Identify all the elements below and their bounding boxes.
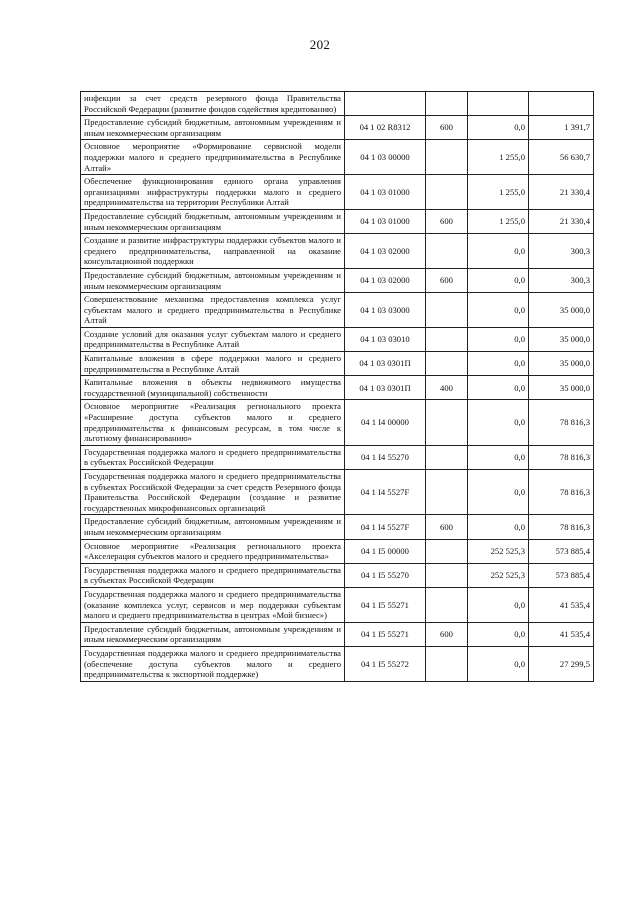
row-expense-type bbox=[426, 175, 468, 210]
row-name: Предоставление субсидий бюджетным, автономным учреждениям и иным некоммерческим организациям bbox=[81, 515, 345, 539]
row-code: 04 1 03 0301П bbox=[345, 376, 426, 400]
row-name: Государственная поддержка малого и среднего предпринимательства (обеспечение доступа субъектов малого и среднего предпринимательства к экспортной поддержке) bbox=[81, 646, 345, 681]
row-code: 04 1 I4 5527F bbox=[345, 515, 426, 539]
row-amount-1: 252 525,3 bbox=[468, 539, 529, 563]
table-row bbox=[81, 352, 594, 376]
row-name: Основное мероприятие «Формирование сервисной модели поддержки малого и среднего предпринимательства в Республике Алтай» bbox=[81, 140, 345, 175]
row-expense-type: 600 bbox=[426, 515, 468, 539]
row-expense-type: 600 bbox=[426, 209, 468, 233]
row-amount-2: 41 535,4 bbox=[529, 587, 594, 622]
table-row bbox=[81, 327, 594, 351]
page-number: 202 bbox=[309, 37, 331, 52]
row-amount-1: 1 255,0 bbox=[468, 140, 529, 175]
row-expense-type bbox=[426, 539, 468, 563]
row-code: 04 1 03 03000 bbox=[345, 293, 426, 328]
row-name: Государственная поддержка малого и среднего предпринимательства в субъектах Российской Федерации за счет средств Резервного фонда Правительства Российской Федерации (создание и развитие государственных микрофинансовых организаций bbox=[81, 470, 345, 515]
row-name: Предоставление субсидий бюджетным, автономным учреждениям и иным некоммерческим организациям bbox=[81, 622, 345, 646]
row-amount-2: 300,3 bbox=[529, 268, 594, 292]
row-name: Обеспечение функционирования единого органа управления организациями инфраструктуры поддержки малого и среднего предпринимательства на территории Республики Алтай bbox=[81, 175, 345, 210]
row-expense-type: 600 bbox=[426, 116, 468, 140]
row-code: 04 1 I4 00000 bbox=[345, 400, 426, 445]
table-row bbox=[81, 116, 594, 140]
row-amount-1: 0,0 bbox=[468, 376, 529, 400]
row-name: Создание условий для оказания услуг субъектам малого и среднего предпринимательства в Республике Алтай bbox=[81, 327, 345, 351]
table-row bbox=[81, 539, 594, 563]
row-name: Капитальные вложения в объекты недвижимого имущества государственной (муниципальной) собственности bbox=[81, 376, 345, 400]
row-code: 04 1 03 01000 bbox=[345, 209, 426, 233]
table-row bbox=[81, 400, 594, 445]
row-amount-1: 0,0 bbox=[468, 268, 529, 292]
row-expense-type bbox=[426, 646, 468, 681]
row-name: Капитальные вложения в сфере поддержки малого и среднего предпринимательства в Республике Алтай bbox=[81, 352, 345, 376]
row-code: 04 1 02 R8312 bbox=[345, 116, 426, 140]
row-expense-type bbox=[426, 234, 468, 269]
budget-table bbox=[80, 91, 594, 682]
row-expense-type bbox=[426, 92, 468, 116]
row-amount-1: 1 255,0 bbox=[468, 175, 529, 210]
table-row bbox=[81, 140, 594, 175]
row-code bbox=[345, 92, 426, 116]
row-amount-2: 78 816,3 bbox=[529, 400, 594, 445]
row-amount-1: 0,0 bbox=[468, 515, 529, 539]
budget-table-body bbox=[81, 92, 594, 682]
row-expense-type bbox=[426, 293, 468, 328]
row-expense-type: 600 bbox=[426, 268, 468, 292]
row-amount-2: 35 000,0 bbox=[529, 327, 594, 351]
row-amount-2: 1 391,7 bbox=[529, 116, 594, 140]
row-amount-2 bbox=[529, 92, 594, 116]
row-expense-type bbox=[426, 352, 468, 376]
row-expense-type bbox=[426, 563, 468, 587]
row-expense-type bbox=[426, 587, 468, 622]
row-code: 04 1 I4 5527F bbox=[345, 470, 426, 515]
row-name: Предоставление субсидий бюджетным, автономным учреждениям и иным некоммерческим организациям bbox=[81, 268, 345, 292]
row-name: Предоставление субсидий бюджетным, автономным учреждениям и иным некоммерческим организациям bbox=[81, 116, 345, 140]
row-amount-1: 0,0 bbox=[468, 400, 529, 445]
table-row bbox=[81, 470, 594, 515]
row-name: Государственная поддержка малого и среднего предпринимательства (оказание комплекса услуг, сервисов и мер поддержки субъектам малого и среднего предпринимательства в центрах «Мой бизнес») bbox=[81, 587, 345, 622]
table-row bbox=[81, 563, 594, 587]
row-amount-1: 0,0 bbox=[468, 327, 529, 351]
row-name: Основное мероприятие «Реализация регионального проекта «Акселерация субъектов малого и среднего предпринимательства» bbox=[81, 539, 345, 563]
row-amount-1: 0,0 bbox=[468, 622, 529, 646]
row-amount-1: 1 255,0 bbox=[468, 209, 529, 233]
row-amount-1: 0,0 bbox=[468, 646, 529, 681]
row-name: Создание и развитие инфраструктуры поддержки субъектов малого и среднего предпринимательства, направленной на оказание консультационной поддержки bbox=[81, 234, 345, 269]
row-amount-1 bbox=[468, 92, 529, 116]
row-name: Государственная поддержка малого и среднего предпринимательства в субъектах Российской Федерации bbox=[81, 563, 345, 587]
row-code: 04 1 03 02000 bbox=[345, 268, 426, 292]
table-row bbox=[81, 175, 594, 210]
row-amount-2: 573 885,4 bbox=[529, 539, 594, 563]
row-amount-1: 0,0 bbox=[468, 352, 529, 376]
row-name: Совершенствование механизма предоставления комплекса услуг субъектам малого и среднего предпринимательства в Республике Алтай bbox=[81, 293, 345, 328]
table-row bbox=[81, 445, 594, 469]
row-expense-type bbox=[426, 327, 468, 351]
row-name: Предоставление субсидий бюджетным, автономным учреждениям и иным некоммерческим организациям bbox=[81, 209, 345, 233]
row-name: Государственная поддержка малого и среднего предпринимательства в субъектах Российской Федерации bbox=[81, 445, 345, 469]
row-amount-2: 300,3 bbox=[529, 234, 594, 269]
table-row bbox=[81, 587, 594, 622]
row-expense-type bbox=[426, 470, 468, 515]
row-name: Основное мероприятие «Реализация регионального проекта «Расширение доступа субъектов малого и среднего предпринимательства к финансовым ресурсам, в том числе к льготному финансированию» bbox=[81, 400, 345, 445]
row-amount-2: 78 816,3 bbox=[529, 515, 594, 539]
row-amount-1: 0,0 bbox=[468, 587, 529, 622]
row-code: 04 1 I5 55271 bbox=[345, 587, 426, 622]
table-row bbox=[81, 622, 594, 646]
row-code: 04 1 03 0301П bbox=[345, 352, 426, 376]
row-amount-2: 21 330,4 bbox=[529, 175, 594, 210]
row-code: 04 1 03 02000 bbox=[345, 234, 426, 269]
row-amount-1: 0,0 bbox=[468, 293, 529, 328]
table-row bbox=[81, 376, 594, 400]
row-expense-type bbox=[426, 445, 468, 469]
row-amount-2: 35 000,0 bbox=[529, 376, 594, 400]
row-amount-2: 78 816,3 bbox=[529, 445, 594, 469]
table-row bbox=[81, 293, 594, 328]
row-code: 04 1 03 01000 bbox=[345, 175, 426, 210]
row-amount-2: 573 885,4 bbox=[529, 563, 594, 587]
table-row bbox=[81, 92, 594, 116]
row-code: 04 1 I5 55271 bbox=[345, 622, 426, 646]
row-amount-1: 252 525,3 bbox=[468, 563, 529, 587]
row-amount-2: 41 535,4 bbox=[529, 622, 594, 646]
row-amount-2: 21 330,4 bbox=[529, 209, 594, 233]
row-amount-2: 78 816,3 bbox=[529, 470, 594, 515]
table-row bbox=[81, 234, 594, 269]
row-amount-2: 35 000,0 bbox=[529, 352, 594, 376]
table-row bbox=[81, 268, 594, 292]
row-code: 04 1 I5 55272 bbox=[345, 646, 426, 681]
table-row bbox=[81, 646, 594, 681]
row-expense-type bbox=[426, 400, 468, 445]
row-amount-1: 0,0 bbox=[468, 116, 529, 140]
row-code: 04 1 I4 55270 bbox=[345, 445, 426, 469]
row-code: 04 1 I5 55270 bbox=[345, 563, 426, 587]
row-amount-1: 0,0 bbox=[468, 445, 529, 469]
row-amount-2: 27 299,5 bbox=[529, 646, 594, 681]
table-row bbox=[81, 209, 594, 233]
row-code: 04 1 03 03010 bbox=[345, 327, 426, 351]
row-expense-type: 600 bbox=[426, 622, 468, 646]
row-code: 04 1 03 00000 bbox=[345, 140, 426, 175]
row-expense-type bbox=[426, 140, 468, 175]
row-amount-2: 35 000,0 bbox=[529, 293, 594, 328]
row-amount-2: 56 630,7 bbox=[529, 140, 594, 175]
table-row bbox=[81, 515, 594, 539]
row-amount-1: 0,0 bbox=[468, 234, 529, 269]
row-name: инфекции за счет средств резервного фонда Правительства Российской Федерации (развитие фондов содействия кредитованию) bbox=[81, 92, 345, 116]
row-code: 04 1 I5 00000 bbox=[345, 539, 426, 563]
row-amount-1: 0,0 bbox=[468, 470, 529, 515]
row-expense-type: 400 bbox=[426, 376, 468, 400]
